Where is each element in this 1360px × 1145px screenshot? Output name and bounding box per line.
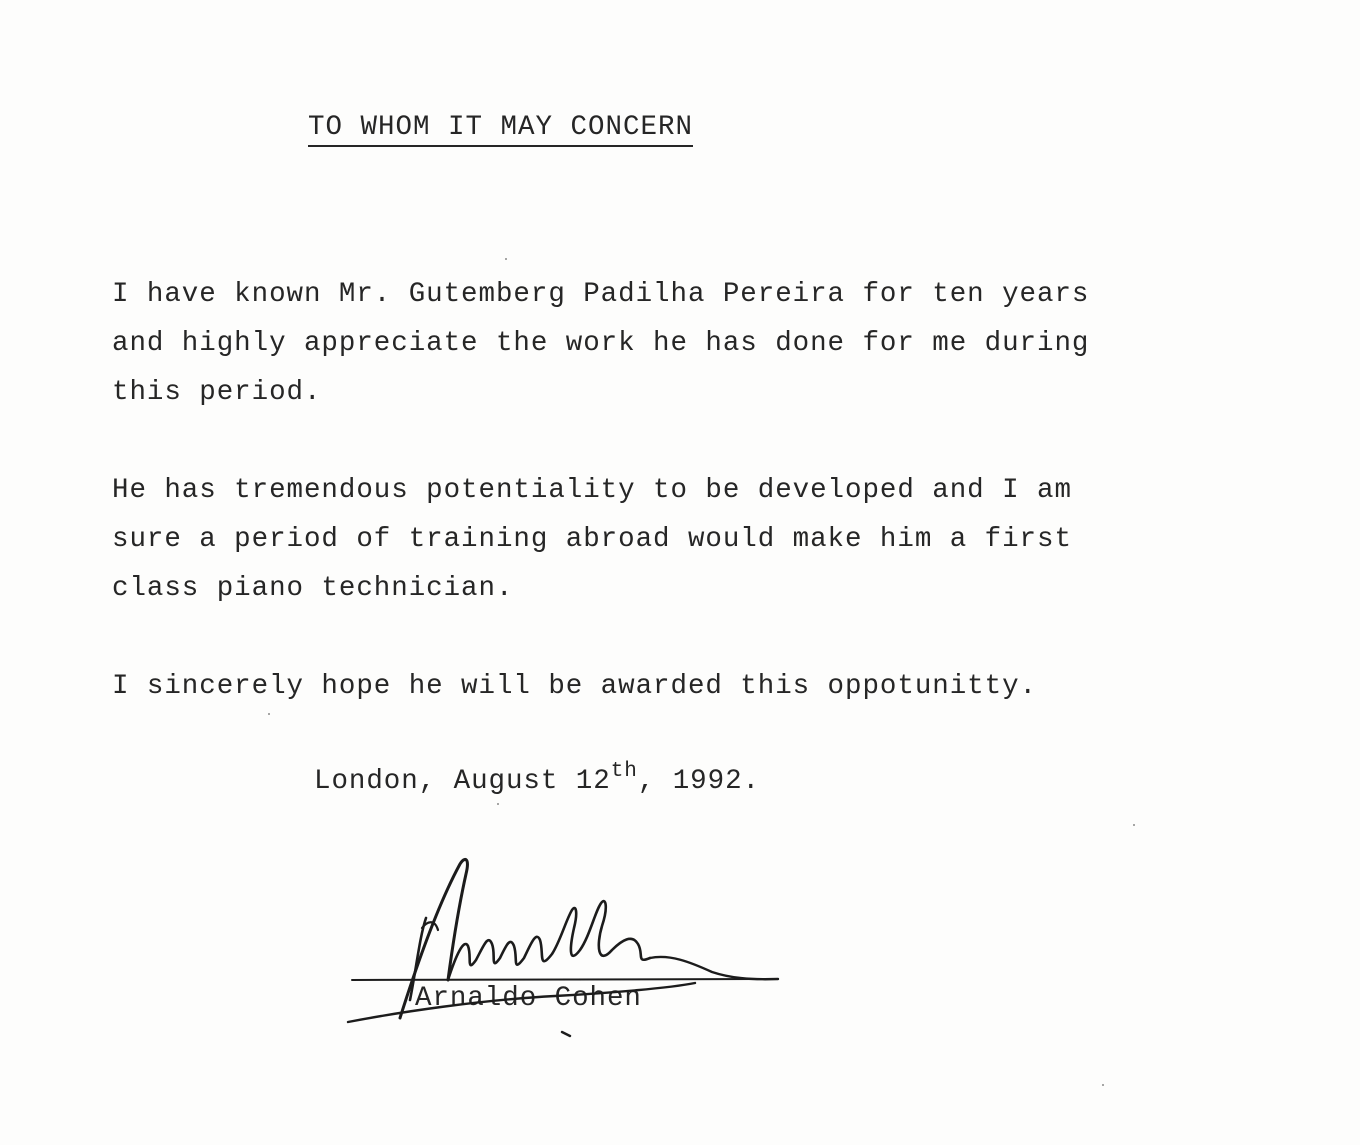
- paper-speck: [497, 803, 499, 805]
- letter-heading: TO WHOM IT MAY CONCERN: [308, 114, 693, 147]
- paper-speck: [1102, 1084, 1104, 1086]
- handwritten-signature: [340, 850, 800, 1050]
- paper-speck: [505, 258, 507, 260]
- paragraph-2-line-3: class piano technician.: [112, 573, 514, 604]
- paper-speck: [268, 713, 270, 715]
- dateline-prefix: London, August 12: [314, 766, 611, 797]
- paragraph-1-line-1: I have known Mr. Gutemberg Padilha Pereira for ten years: [112, 279, 1090, 310]
- dateline: [314, 760, 760, 797]
- dateline-ordinal-suffix: th: [610, 760, 638, 783]
- dateline-postfix: , 1992.: [637, 766, 760, 797]
- signature-block: [340, 850, 800, 1050]
- paragraph-3-line-1: I sincerely hope he will be awarded this oppotunitty.: [112, 671, 1037, 702]
- paragraph-2-line-2: sure a period of training abroad would make him a first: [112, 524, 1072, 555]
- paragraph-1-line-2: and highly appreciate the work he has done for me during: [112, 328, 1090, 359]
- signature-line: [352, 979, 778, 980]
- paper-speck: [1133, 824, 1135, 826]
- paragraph-2-line-1: He has tremendous potentiality to be developed and I am: [112, 475, 1072, 506]
- signatory-name: Arnaldo Cohen: [415, 983, 642, 1014]
- paragraph-1-line-3: this period.: [112, 377, 322, 408]
